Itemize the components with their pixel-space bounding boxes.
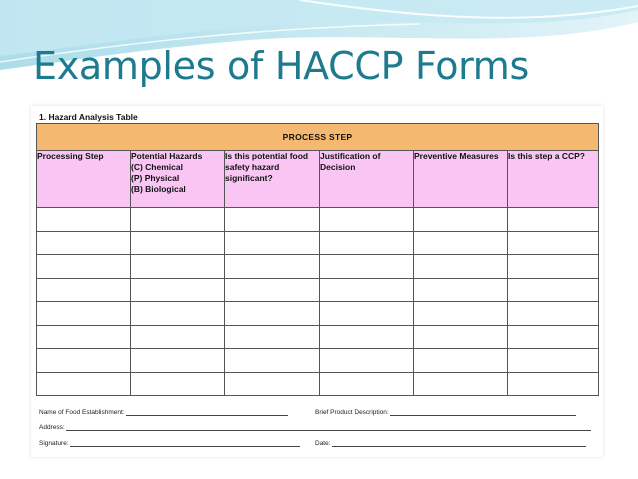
table-cell[interactable] [37,278,131,302]
table-cell[interactable] [131,349,225,373]
column-header-line: significant? [225,173,273,183]
slide-title: Examples of HACCP Forms [33,44,530,88]
column-header-5 [414,151,508,208]
table-cell[interactable] [131,302,225,326]
table-cell[interactable] [414,302,508,326]
column-header-line: safety hazard [225,162,280,172]
hazard-analysis-form [31,106,603,457]
column-header-4 [320,151,414,208]
column-header-line: Decision [320,162,356,172]
product-description-label: Brief Product Description: [315,409,389,416]
table-row [37,255,599,279]
table-cell[interactable] [225,255,320,279]
address-label: Address: [39,424,65,431]
address-input-line[interactable] [66,422,591,431]
product-description-field [315,407,576,416]
hazard-analysis-table [36,123,599,396]
column-header-line: (P) Physical [131,173,180,183]
column-header-line: Preventive Measures [414,151,499,161]
table-cell[interactable] [225,349,320,373]
table-cell[interactable] [414,255,508,279]
column-header-line: Is this step a CCP? [508,151,585,161]
table-cell[interactable] [508,372,599,396]
table-cell[interactable] [37,208,131,232]
column-header-line: (B) Biological [131,184,186,194]
table-cell[interactable] [508,278,599,302]
table-row [37,325,599,349]
table-cell[interactable] [131,255,225,279]
table-cell[interactable] [37,231,131,255]
table-cell[interactable] [320,302,414,326]
column-header-2 [131,151,225,208]
table-row [37,349,599,373]
product-description-input-line[interactable] [390,407,576,416]
table-cell[interactable] [414,278,508,302]
signature-label: Signature: [39,440,69,447]
table-cell[interactable] [508,349,599,373]
table-cell[interactable] [508,255,599,279]
table-body [37,208,599,396]
table-row [37,208,599,232]
process-step-band: PROCESS STEP [37,124,599,151]
column-header-line: Is this potential food [225,151,309,161]
column-header-line: Potential Hazards [131,151,203,161]
table-cell[interactable] [508,208,599,232]
table-row [37,302,599,326]
table-cell[interactable] [37,372,131,396]
table-cell[interactable] [508,302,599,326]
table-cell[interactable] [414,349,508,373]
table-cell[interactable] [225,372,320,396]
table-cell[interactable] [414,325,508,349]
table-cell[interactable] [320,325,414,349]
column-header-3 [225,151,320,208]
table-cell[interactable] [508,231,599,255]
table-cell[interactable] [131,231,225,255]
address-field [39,422,591,431]
table-cell[interactable] [414,231,508,255]
table-cell[interactable] [225,208,320,232]
column-header-line: (C) Chemical [131,162,183,172]
table-row [37,278,599,302]
table-cell[interactable] [414,372,508,396]
table-row [37,372,599,396]
table-cell[interactable] [320,349,414,373]
establishment-label: Name of Food Establishment: [39,409,125,416]
signature-input-line[interactable] [70,438,300,447]
column-header-line: Processing Step [37,151,104,161]
column-header-line: Justification of [320,151,381,161]
signature-field [39,438,300,447]
table-cell[interactable] [225,278,320,302]
table-cell[interactable] [37,302,131,326]
date-input-line[interactable] [332,438,586,447]
table-cell[interactable] [414,208,508,232]
table-cell[interactable] [131,278,225,302]
table-cell[interactable] [320,208,414,232]
table-cell[interactable] [131,208,225,232]
table-cell[interactable] [225,325,320,349]
establishment-field [39,407,288,416]
table-cell[interactable] [320,278,414,302]
establishment-input-line[interactable] [126,407,288,416]
column-header-row [37,151,599,208]
column-header-6 [508,151,599,208]
table-cell[interactable] [320,372,414,396]
table-row [37,231,599,255]
table-cell[interactable] [37,255,131,279]
table-cell[interactable] [225,231,320,255]
table-cell[interactable] [37,325,131,349]
date-field [315,438,586,447]
table-cell[interactable] [131,372,225,396]
table-cell[interactable] [131,325,225,349]
table-cell[interactable] [320,255,414,279]
table-cell[interactable] [508,325,599,349]
table-cell[interactable] [225,302,320,326]
column-header-1 [37,151,131,208]
table-cell[interactable] [37,349,131,373]
form-heading: 1. Hazard Analysis Table [39,112,138,122]
date-label: Date: [315,440,331,447]
table-cell[interactable] [320,231,414,255]
